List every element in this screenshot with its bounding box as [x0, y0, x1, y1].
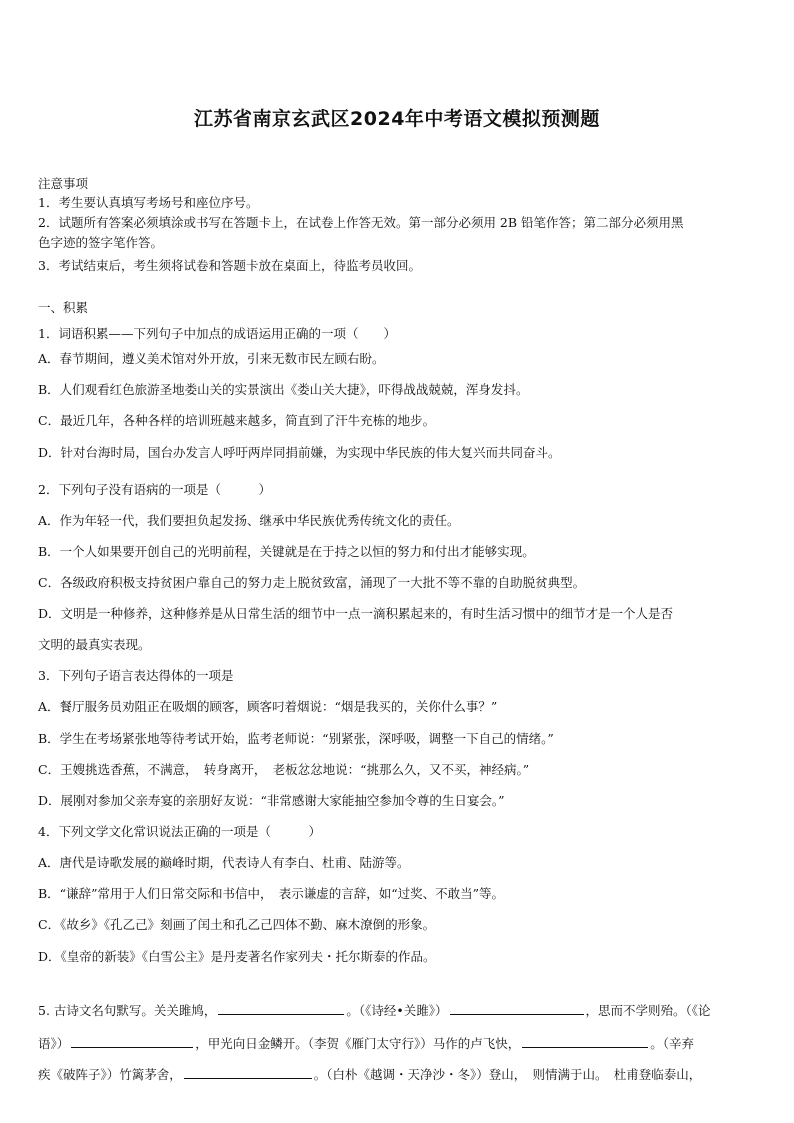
- option-d: D．展刚对参加父亲寿宴的亲朋好友说：“非常感谢大家能抽空参加令尊的生日宴会。”: [38, 793, 505, 808]
- question-stem: 1．词语积累——下列句子中加点的成语运用正确的一项（ ）: [38, 326, 396, 341]
- q5-text: 5. 古诗文名句默写。关关雎鸠，: [38, 1003, 217, 1018]
- option-a: A．作为年轻一代，我们要担负起发扬、继承中华民族优秀传统文化的责任。: [38, 513, 460, 528]
- q5-text: 。（辛弃: [650, 1036, 695, 1051]
- option-d: D．针对台海时局，国台办发言人呼吁两岸同捐前嫌，为实现中华民族的伟大复兴而共同奋斗。: [38, 445, 561, 460]
- fill-blank-line: [38, 1035, 768, 1052]
- option-b: B．学生在考场紧张地等待考试开始，监考老师说：“别紧张，深呼吸，调整一下自己的情绪。”: [38, 731, 554, 746]
- page-title: 江苏省南京玄武区2024年中考语文模拟预测题: [194, 108, 600, 130]
- fill-blank-line: [38, 1002, 768, 1019]
- q5-text: 。（白朴《越调・天净沙・冬》）登山， 则情满于山。 杜甫登临泰山，: [313, 1067, 702, 1082]
- answer-blank[interactable]: [450, 1002, 584, 1015]
- option-b: B．人们观看红色旅游圣地娄山关的实景演出《娄山关大捷》，吓得战战兢兢，浑身发抖。: [38, 382, 529, 397]
- question-stem: 4．下列文学文化常识说法正确的一项是（ ）: [38, 824, 321, 839]
- option-c: C．最近几年，各种各样的培训班越来越多，简直到了汗牛充栋的地步。: [38, 413, 436, 428]
- option-d: D．《皇帝的新装》《白雪公主》是丹麦著名作家列夫・托尔斯泰的作品。: [38, 949, 436, 964]
- option-a: A．春节期间，遵义美术馆对外开放，引来无数市民左顾右盼。: [38, 351, 385, 366]
- section-heading: 一、积累: [38, 300, 89, 315]
- question-stem: 2．下列句子没有语病的一项是（ ）: [38, 482, 271, 497]
- notice-item: 1．考生要认真填写考场号和座位序号。: [38, 195, 259, 210]
- q5-text: 语》）: [38, 1036, 70, 1051]
- option-c: C．《故乡》《孔乙己》刻画了闰土和孔乙己四体不勤、麻木潦倒的形象。: [38, 917, 436, 932]
- notice-heading: 注意事项: [38, 176, 89, 191]
- option-b: B．“谦辞”常用于人们日常交际和书信中， 表示谦虚的言辞，如“过奖、不敢当”等。: [38, 886, 504, 901]
- option-a: A．餐厅服务员劝阻正在吸烟的顾客，顾客叼着烟说：“烟是我买的，关你什么事？”: [38, 699, 498, 714]
- notice-item: 3．考试结束后，考生须将试卷和答题卡放在桌面上，待监考员收回。: [38, 258, 421, 273]
- fill-blank-line: [38, 1066, 768, 1083]
- option-c: C．各级政府积极支持贫困户靠自己的努力走上脱贫致富，涌现了一大批不等不靠的自助脱贫典型。: [38, 575, 586, 590]
- option-a: A．唐代是诗歌发展的巅峰时期，代表诗人有李白、杜甫、陆游等。: [38, 855, 410, 870]
- notice-item: 色字迹的签字笔作答。: [38, 235, 164, 250]
- answer-blank[interactable]: [522, 1035, 648, 1048]
- q5-text: 。（《诗经•关雎》）: [346, 1003, 448, 1018]
- notice-item: 2．试题所有答案必须填涂或书写在答题卡上，在试卷上作答无效。第一部分必须用 2B 铅笔作答；第二部分必须用黑: [38, 215, 684, 230]
- option-d: D．文明是一种修养，这种修养是从日常生活的细节中一点一滴积累起来的，有时生活习惯中的细节才是一个人是否: [38, 606, 674, 621]
- option-d-cont: 文明的最真实表现。: [38, 637, 151, 652]
- option-c: C．王嫂挑选香蕉，不满意， 转身离开， 老板忿忿地说：“挑那么久，又不买，神经病。”: [38, 762, 530, 777]
- q5-text: ，甲光向日金鳞开。（李贺《雁门太守行》）马作的卢飞快，: [195, 1036, 521, 1051]
- option-b: B．一个人如果要开创自己的光明前程，关键就是在于持之以恒的努力和付出才能够实现。: [38, 544, 535, 559]
- answer-blank[interactable]: [184, 1066, 312, 1079]
- answer-blank[interactable]: [218, 1002, 344, 1015]
- q5-text: 疾《破阵子》）竹篱茅舍，: [38, 1067, 182, 1082]
- q5-text: ，思而不学则殆。（《论: [585, 1003, 711, 1018]
- answer-blank[interactable]: [71, 1035, 193, 1048]
- question-stem: 3．下列句子语言表达得体的一项是: [38, 668, 234, 683]
